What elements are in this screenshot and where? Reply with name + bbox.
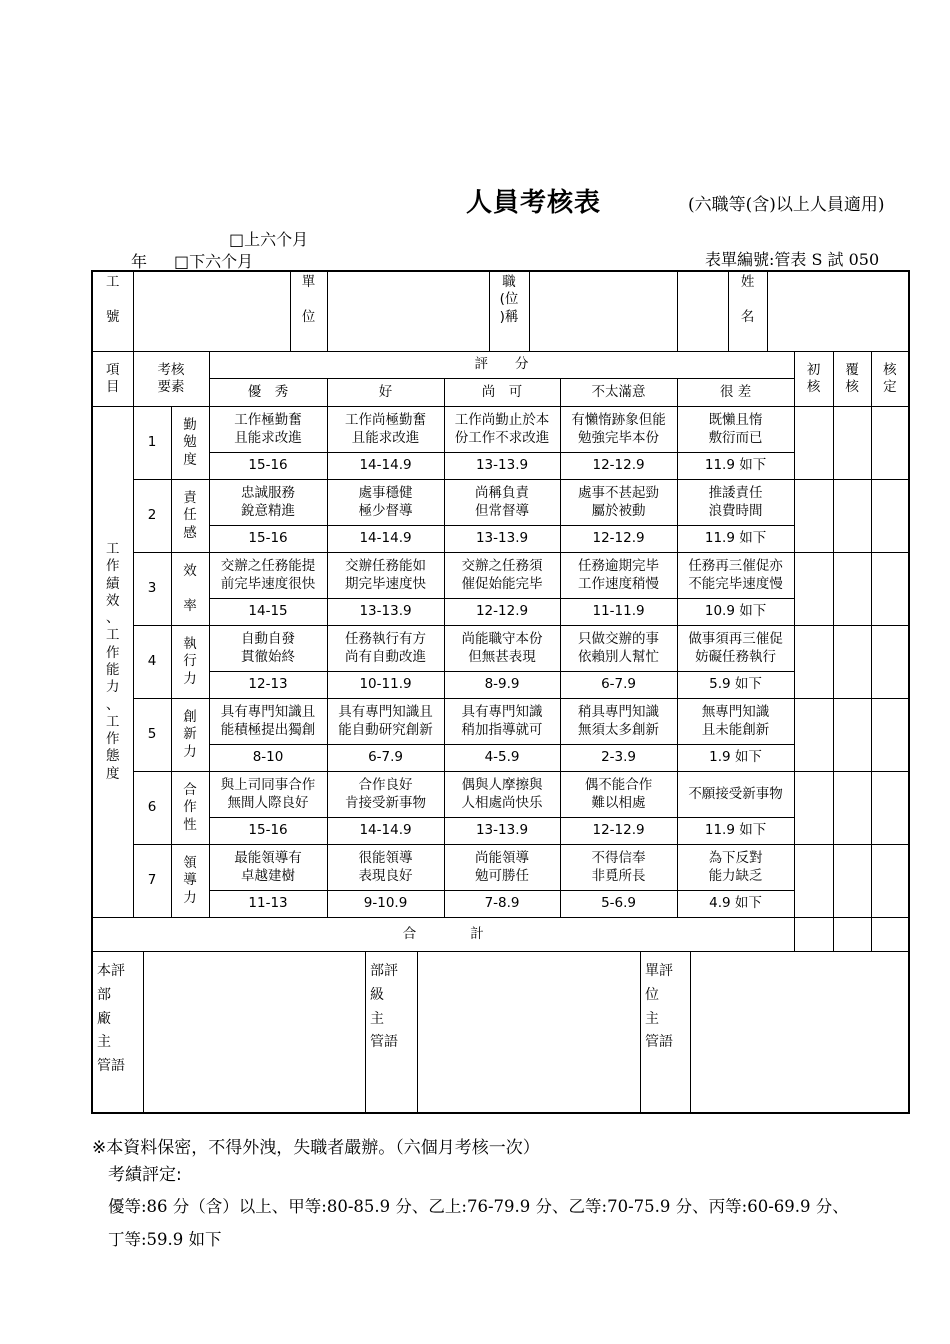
- name-field[interactable]: [768, 272, 909, 351]
- desc-good: 合作良好 肯接受新事物: [327, 772, 444, 818]
- year-label: 年: [131, 252, 148, 271]
- page-title: 人員考核表: [466, 188, 602, 218]
- factor-score-row: [92, 599, 909, 626]
- factor-number: 3: [133, 553, 171, 626]
- employee-no-label: 工 號: [92, 271, 133, 352]
- dept-head-comment-field[interactable]: [144, 952, 366, 1112]
- factor-desc-row: [92, 480, 909, 526]
- total-second-review-cell[interactable]: [833, 918, 871, 952]
- desc-poor: 無專門知識 且未能創新: [677, 699, 794, 745]
- grading-rules-line2: 丁等:59.9 如下: [108, 1230, 222, 1249]
- form-number: 表單編號:管表 S 試 050: [705, 250, 880, 269]
- grade-header-good: 好: [327, 379, 444, 407]
- first-review-cell[interactable]: [794, 845, 833, 918]
- second-review-header: 覆 核: [833, 352, 871, 407]
- first-review-cell[interactable]: [794, 699, 833, 772]
- first-review-header: 初 核: [794, 352, 833, 407]
- desc-poor: 既懶且惰 敷衍而已: [677, 407, 794, 453]
- factor-name: 領 導 力: [171, 845, 209, 918]
- score-excellent: 12-13: [209, 672, 327, 699]
- desc-fair: 尚能領導 勉可勝任: [444, 845, 560, 891]
- factor-desc-row: [92, 553, 909, 599]
- score-good: 9-10.9: [327, 891, 444, 918]
- factor-desc-row: [92, 845, 909, 891]
- final-review-cell[interactable]: [871, 772, 909, 845]
- position-field[interactable]: [530, 272, 677, 351]
- desc-poor: 不願接受新事物: [677, 772, 794, 818]
- factor-score-row: [92, 453, 909, 480]
- second-review-cell[interactable]: [833, 553, 871, 626]
- second-review-cell[interactable]: [833, 845, 871, 918]
- desc-unsatisfactory: 任務逾期完毕 工作速度稍慢: [560, 553, 677, 599]
- unit-field[interactable]: [328, 272, 489, 351]
- factor-desc-row: [92, 407, 909, 453]
- final-review-cell[interactable]: [871, 407, 909, 480]
- score-fair: 12-12.9: [444, 599, 560, 626]
- second-review-cell[interactable]: [833, 480, 871, 553]
- desc-good: 交辦任務能如 期完毕速度快: [327, 553, 444, 599]
- score-poor: 10.9 如下: [677, 599, 794, 626]
- factor-number: 6: [133, 772, 171, 845]
- score-unsatisfactory: 12-12.9: [560, 526, 677, 553]
- id-row: [92, 271, 909, 352]
- factor-name: 效 率: [171, 553, 209, 626]
- factor-number: 5: [133, 699, 171, 772]
- name-label: 姓 名: [728, 272, 768, 351]
- score-fair: 13-13.9: [444, 526, 560, 553]
- factor-number: 2: [133, 480, 171, 553]
- score-unsatisfactory: 5-6.9: [560, 891, 677, 918]
- desc-unsatisfactory: 處事不甚起勁 屬於被動: [560, 480, 677, 526]
- factor-desc-row: [92, 626, 909, 672]
- score-good: 14-14.9: [327, 453, 444, 480]
- unit-label: 單 位: [290, 272, 327, 351]
- factor-number: 1: [133, 407, 171, 480]
- evaluation-form-table: [91, 270, 910, 1114]
- desc-fair: 尚能職守本份 但無甚表現: [444, 626, 560, 672]
- final-review-cell[interactable]: [871, 480, 909, 553]
- factor-score-row: [92, 818, 909, 845]
- first-review-cell[interactable]: [794, 480, 833, 553]
- factor-name: 責 任 感: [171, 480, 209, 553]
- confidential-note: ※本資料保密，不得外洩，失職者嚴辦。（六個月考核一次）: [92, 1138, 540, 1158]
- desc-good: 處事穩健 極少督導: [327, 480, 444, 526]
- total-final-review-cell[interactable]: [871, 918, 909, 952]
- comments-row: [92, 952, 909, 1114]
- score-excellent: 14-15: [209, 599, 327, 626]
- factor-score-row: [92, 526, 909, 553]
- score-poor: 11.9 如下: [677, 453, 794, 480]
- desc-good: 具有專門知識且 能自動研究創新: [327, 699, 444, 745]
- category-label: 工 作 績 效 、 工 作 能 力 、 工 作 態 度: [92, 407, 133, 918]
- score-poor: 4.9 如下: [677, 891, 794, 918]
- grading-title: 考績評定:: [108, 1165, 182, 1185]
- desc-excellent: 忠誠服務 銳意精進: [209, 480, 327, 526]
- score-excellent: 15-16: [209, 526, 327, 553]
- score-fair: 7-8.9: [444, 891, 560, 918]
- score-poor: 11.9 如下: [677, 526, 794, 553]
- score-excellent: 15-16: [209, 818, 327, 845]
- page-subtitle: (六職等(含)以上人員適用): [688, 195, 885, 215]
- rating-header: 評 分: [209, 352, 794, 379]
- score-unsatisfactory: 12-12.9: [560, 453, 677, 480]
- score-poor: 5.9 如下: [677, 672, 794, 699]
- desc-unsatisfactory: 有懶惰跡象但能 勉強完毕本份: [560, 407, 677, 453]
- desc-fair: 偶與人摩擦與 人相處尚快乐: [444, 772, 560, 818]
- grading-rules-line1: 優等:86 分（含）以上、甲等:80-85.9 分、乙上:76-79.9 分、乙等:70-75.9 分、丙等:60-69.9 分、: [108, 1197, 849, 1216]
- desc-fair: 具有專門知識 稍加指導就可: [444, 699, 560, 745]
- factor-score-row: [92, 672, 909, 699]
- employee-no-field[interactable]: [134, 272, 290, 351]
- factor-score-row: [92, 891, 909, 918]
- factor-name: 執 行 力: [171, 626, 209, 699]
- position-label: 職 (位 )稱: [489, 272, 530, 351]
- score-poor: 11.9 如下: [677, 818, 794, 845]
- unit-head-comment-field[interactable]: [691, 952, 908, 1112]
- score-fair: 4-5.9: [444, 745, 560, 772]
- division-head-comment-field[interactable]: [418, 952, 641, 1112]
- grade-header-poor: 很 差: [677, 379, 794, 407]
- unit-head-comment-label: 單評 位 主 管語: [641, 952, 691, 1112]
- desc-excellent: 與上司同事合作 無間人際良好: [209, 772, 327, 818]
- first-review-cell[interactable]: [794, 626, 833, 699]
- header-row-2: [92, 379, 909, 407]
- score-poor: 1.9 如下: [677, 745, 794, 772]
- dept-head-comment-label: 本評 部 廠 主 管語: [93, 952, 144, 1112]
- item-header: 項 目: [92, 352, 133, 407]
- score-good: 13-13.9: [327, 599, 444, 626]
- score-good: 14-14.9: [327, 818, 444, 845]
- division-head-comment-label: 部評 級 主 管語: [366, 952, 418, 1112]
- desc-fair: 工作尚勤止於本 份工作不求改進: [444, 407, 560, 453]
- factor-desc-row: [92, 699, 909, 745]
- desc-good: 工作尚極勤奮 且能求改進: [327, 407, 444, 453]
- period-first-half-checkbox[interactable]: □上六个月: [229, 230, 309, 249]
- first-review-cell[interactable]: [794, 553, 833, 626]
- desc-unsatisfactory: 偶不能合作 難以相處: [560, 772, 677, 818]
- factor-desc-row: [92, 772, 909, 818]
- desc-unsatisfactory: 不得信奉 非覓所長: [560, 845, 677, 891]
- second-review-cell[interactable]: [833, 699, 871, 772]
- first-review-cell[interactable]: [794, 772, 833, 845]
- score-good: 10-11.9: [327, 672, 444, 699]
- desc-unsatisfactory: 只做交辦的事 依賴別人幫忙: [560, 626, 677, 672]
- second-review-cell[interactable]: [833, 772, 871, 845]
- score-unsatisfactory: 12-12.9: [560, 818, 677, 845]
- score-unsatisfactory: 2-3.9: [560, 745, 677, 772]
- score-unsatisfactory: 11-11.9: [560, 599, 677, 626]
- desc-poor: 推諉責任 浪費時間: [677, 480, 794, 526]
- score-excellent: 15-16: [209, 453, 327, 480]
- final-review-cell[interactable]: [871, 553, 909, 626]
- second-review-cell[interactable]: [833, 626, 871, 699]
- position-field-cont[interactable]: [678, 272, 728, 351]
- desc-poor: 為下反對 能力缺乏: [677, 845, 794, 891]
- desc-poor: 做事須再三催促 妨礙任務執行: [677, 626, 794, 672]
- score-fair: 13-13.9: [444, 453, 560, 480]
- desc-excellent: 工作極勤奮 且能求改進: [209, 407, 327, 453]
- factor-name: 合 作 性: [171, 772, 209, 845]
- grade-header-unsatisfactory: 不太滿意: [560, 379, 677, 407]
- total-first-review-cell[interactable]: [794, 918, 833, 952]
- score-excellent: 11-13: [209, 891, 327, 918]
- grade-header-fair: 尚 可: [444, 379, 560, 407]
- desc-excellent: 最能領導有 卓越建樹: [209, 845, 327, 891]
- period-second-half-checkbox[interactable]: □下六个月: [174, 252, 254, 271]
- desc-excellent: 交辦之任務能提 前完毕速度很快: [209, 553, 327, 599]
- desc-good: 任務執行有方 尚有自動改進: [327, 626, 444, 672]
- factor-name: 創 新 力: [171, 699, 209, 772]
- final-review-header: 核 定: [871, 352, 909, 407]
- desc-fair: 交辦之任務須 催促始能完毕: [444, 553, 560, 599]
- score-fair: 8-9.9: [444, 672, 560, 699]
- final-review-cell[interactable]: [871, 699, 909, 772]
- score-good: 6-7.9: [327, 745, 444, 772]
- score-excellent: 8-10: [209, 745, 327, 772]
- desc-good: 很能領導 表現良好: [327, 845, 444, 891]
- desc-excellent: 具有專門知識且 能積極提出獨創: [209, 699, 327, 745]
- factor-header: 考核 要素: [133, 352, 209, 407]
- grade-header-excellent: 優 秀: [209, 379, 327, 407]
- factor-name: 勤 勉 度: [171, 407, 209, 480]
- total-row: [92, 918, 909, 952]
- factor-number: 7: [133, 845, 171, 918]
- score-fair: 13-13.9: [444, 818, 560, 845]
- second-review-cell[interactable]: [833, 407, 871, 480]
- factor-number: 4: [133, 626, 171, 699]
- desc-poor: 任務再三催促亦 不能完毕速度慢: [677, 553, 794, 599]
- desc-unsatisfactory: 稍具專門知識 無須太多創新: [560, 699, 677, 745]
- score-unsatisfactory: 6-7.9: [560, 672, 677, 699]
- final-review-cell[interactable]: [871, 845, 909, 918]
- total-label: 合 計: [92, 918, 794, 952]
- final-review-cell[interactable]: [871, 626, 909, 699]
- header-row-1: [92, 352, 909, 379]
- score-good: 14-14.9: [327, 526, 444, 553]
- first-review-cell[interactable]: [794, 407, 833, 480]
- desc-fair: 尚稱負責 但常督導: [444, 480, 560, 526]
- factor-score-row: [92, 745, 909, 772]
- desc-excellent: 自動自發 貫徹始終: [209, 626, 327, 672]
